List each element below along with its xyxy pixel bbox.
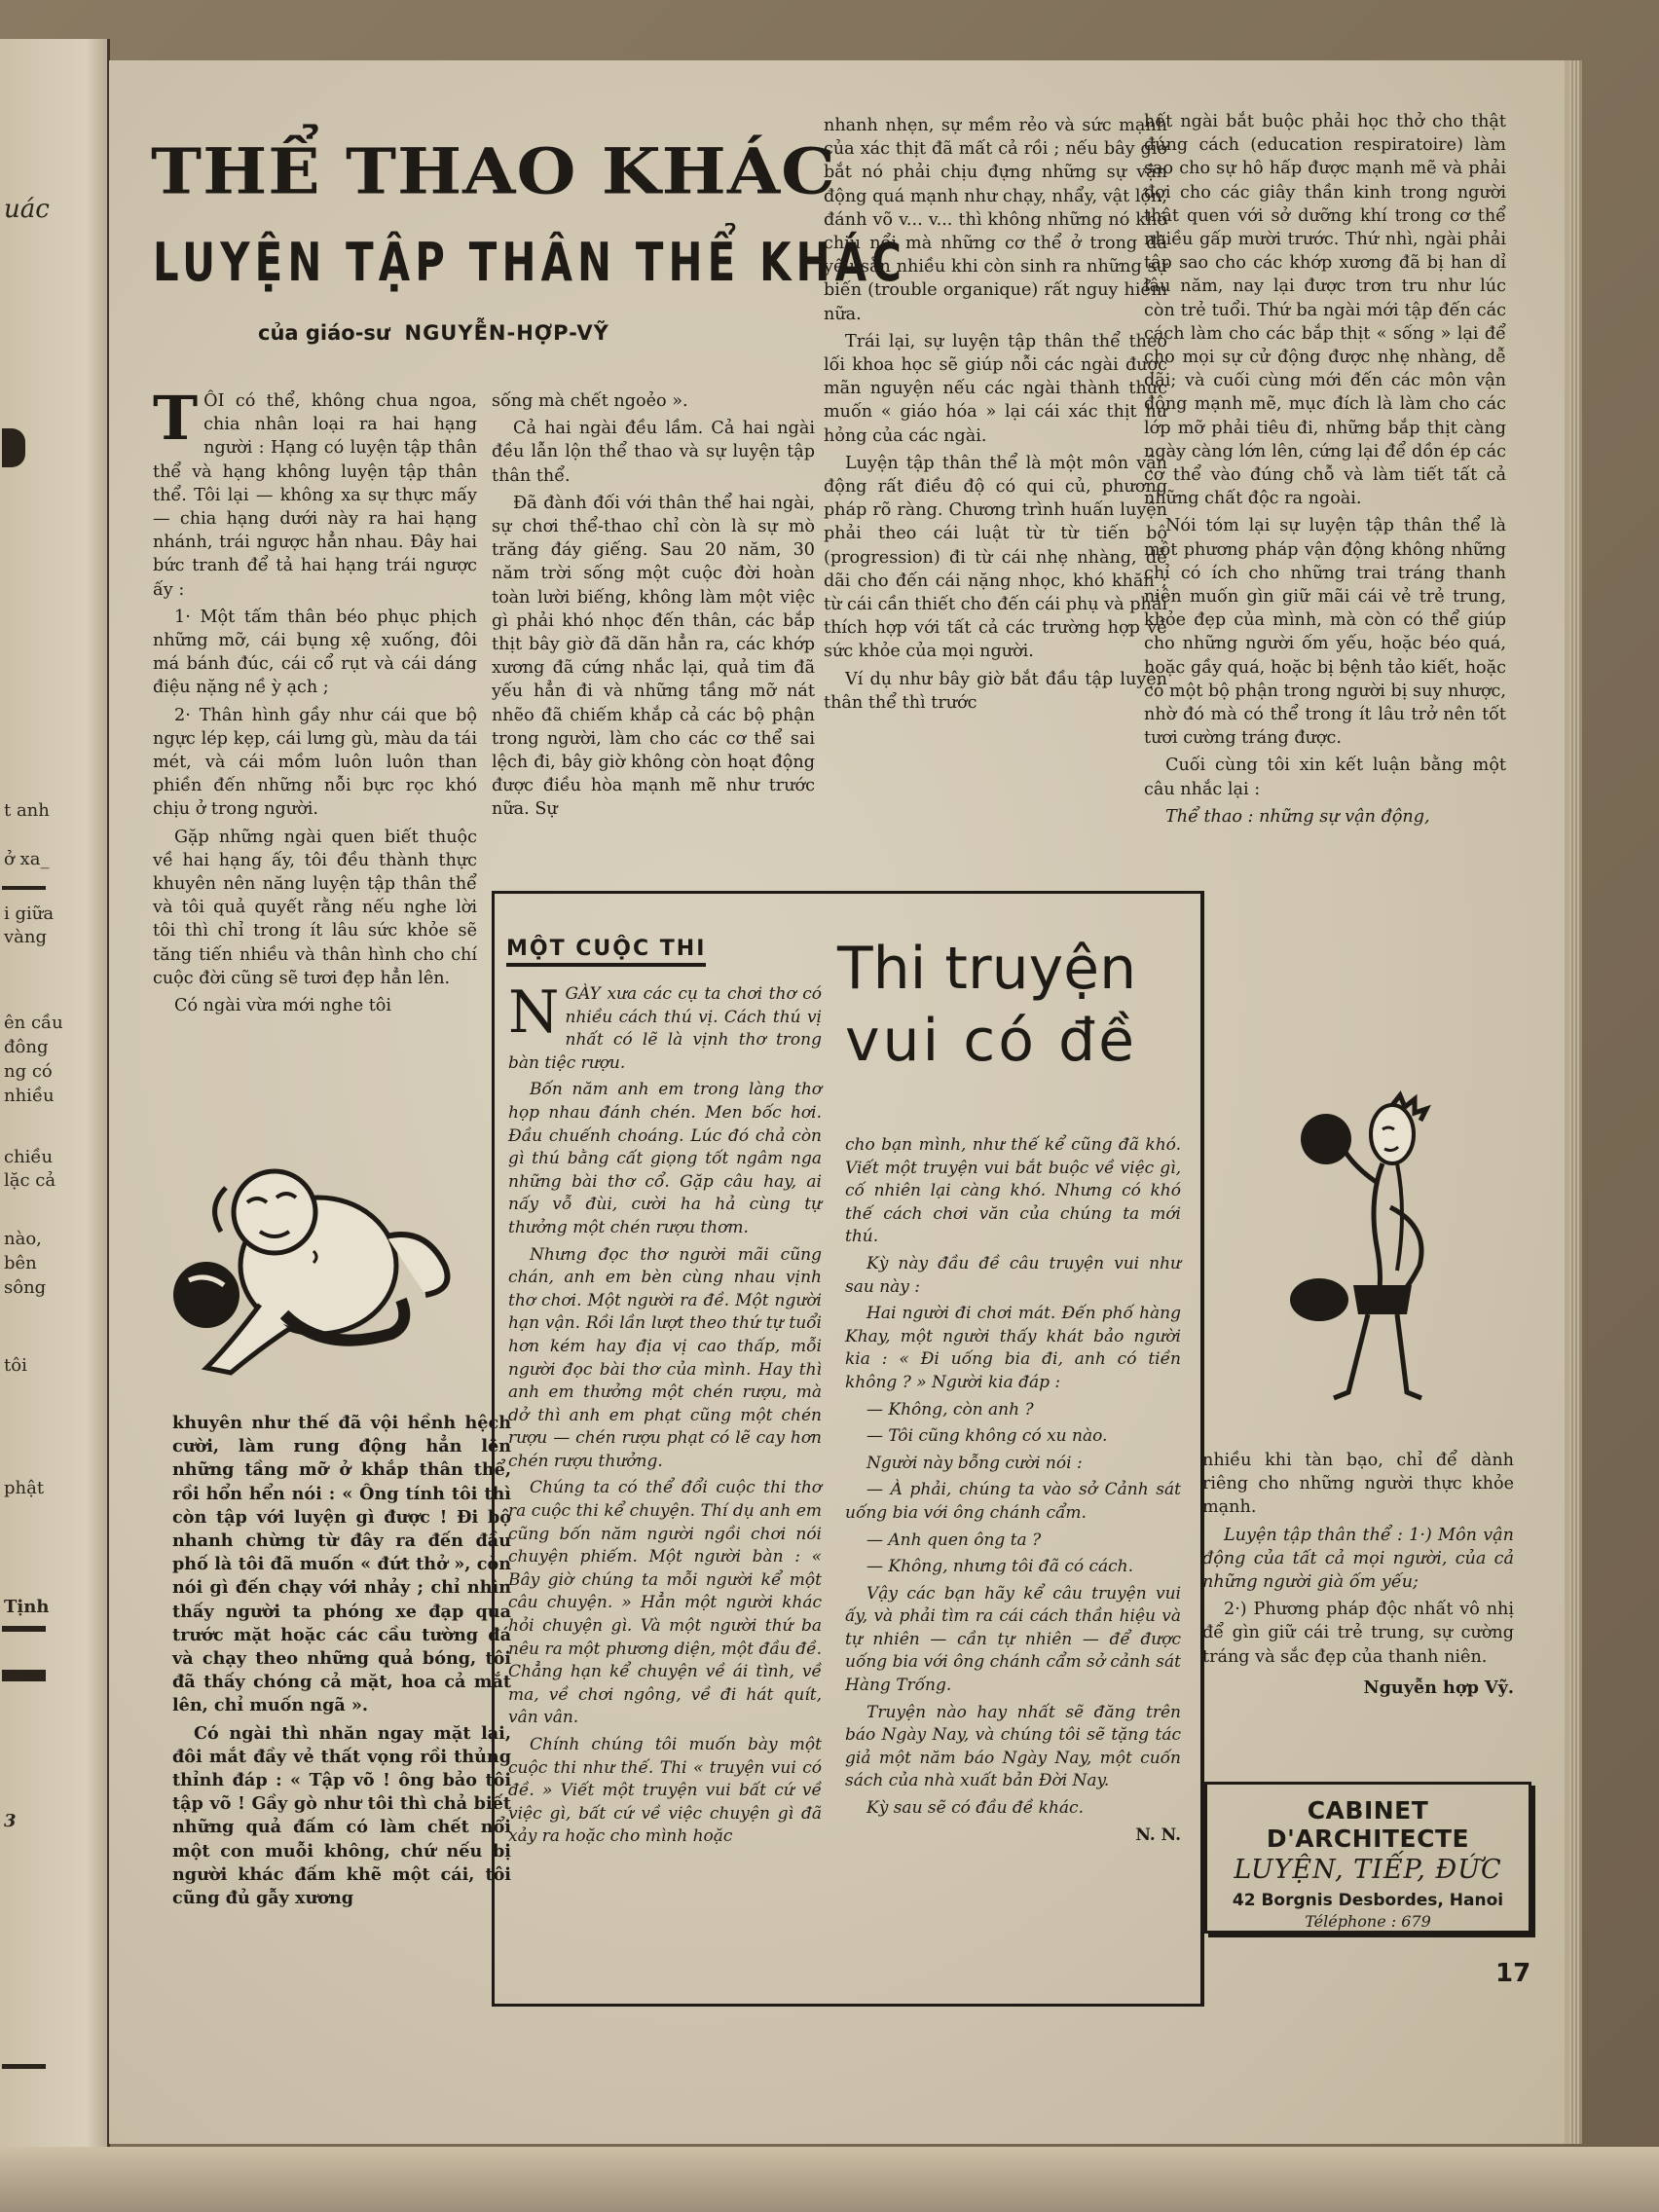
contest-signature: N. N.: [1135, 1825, 1181, 1845]
article-column-4-continued: [1202, 1449, 1514, 1704]
ad-names: LUYỆN, TIẾP, ĐỨC: [1234, 1855, 1502, 1885]
architect-advertisement: [1204, 1782, 1531, 1934]
paragraph: hết ngài bắt buộc phải học thở cho thật đúng cách (education respiratoire) làm sao cho sự hô hấp được mạnh mẽ và phải đợi cho các giây thần kinh trong người thật quen với sở dưỡng khí trong cơ thể nhiều gấp mười trước. Thứ nhì, ngài phải tập sao cho các khớp xương đã bị han dỉ lâu năm, nay lại được trơn tru như lúc còn trẻ tuổi. Thứ ba ngài mới tập đến các cách làm cho các bắp thịt « sống » lại để cho mọi sự cử động được nhẹ nhàng, dễ dãi; và cuối cùng mới đến các môn vận động mạnh mẽ, mục đích là làm cho các lớp mỡ phải tiêu đi, những bắp thịt càng ngày càng lớn lên, cứng lại để dồn ép các cơ thể vào đúng chỗ và làm tiết tất cả những chất độc ra ngoài.: [1144, 112, 1506, 509]
paragraph: 2·) Phương pháp độc nhất vô nhị để gìn giữ cái trẻ trung, sự cường tráng và sắc đẹp của thanh niên.: [1202, 1600, 1514, 1667]
paragraph: ÔI có thể, không chua ngoa, chia nhân loại ra hai hạng người : Hạng có luyện tập thân thể và hạng không luyện tập thân thể. Tôi lại — không xa sự thực mấy — chia hạng dưới này ra hai hạng nhánh, trái ngược hẳn nhau. Đây hai bức tranh để tả hai hạng trái ngược ấy :: [153, 391, 477, 600]
paragraph: — Tôi cũng không có xu nào.: [866, 1426, 1108, 1447]
left-fragment: nào,: [4, 1229, 42, 1249]
ad-heading: CABINET D'ARCHITECTE: [1266, 1796, 1470, 1853]
page-number: 17: [1495, 1959, 1531, 1988]
fat-man-cartoon: [167, 1159, 489, 1402]
paragraph: Luyện tập thân thể là một môn vận động rất điều độ có qui củ, phương pháp rõ ràng. Chương trình huấn luyện phải theo cái luật từ từ tiến bộ (progression) đi từ cái nhẹ nhàng, dễ dãi cho đến cái nặng nhọc, khó khăn ; từ cái cần thiết cho đến cái phụ và phải thích hợp với tất cả các trường hợp về sức khỏe của mọi người.: [824, 453, 1167, 662]
paragraph: — Anh quen ông ta ?: [866, 1530, 1042, 1550]
paragraph: nhanh nhẹn, sự mềm rẻo và sức mạnh của xác thịt đã mất cả rồi ; nếu bây giờ bắt nó phải chịu đựng những sự vận động quá mạnh như chạy, nhẩy, vật lộn, đánh võ v... v... thì không những nó khó chịu nổi mà những cơ thể ở trong đã yếu sẵn nhiều khi còn sinh ra những sự biến (trouble organique) rất nguy hiểm nữa.: [824, 116, 1167, 324]
paragraph: Thể thao : những sự vận động,: [1165, 806, 1430, 827]
paragraph: Có ngài thì nhăn ngay mặt lại, đôi mắt đầy vẻ thất vọng rồi thủng thỉnh đáp : « Tập võ ! ông bảo tôi tập võ ! Gầy gò như tôi thì chả biết những quả đấm có làm chết nổi một con muỗi không, chứ nếu bị người khác đấm khẽ một cái, tôi cũng đủ gẫy xương: [172, 1722, 511, 1909]
paragraph: Chính chúng tôi muốn bày một cuộc thi như thế. Thi « truyện vui có đề. » Viết một truyện vui bất cứ về việc gì, bất cứ về việc chuyện gì đã xảy ra hoặc cho mình hoặc: [508, 1735, 822, 1847]
left-fragment: vàng: [4, 927, 48, 947]
ad-address: 42 Borgnis Desbordes, Hanoi: [1232, 1891, 1504, 1910]
paragraph: Hai người đi chơi mát. Đến phố hàng Khay, một người thấy khát bảo người kia : « Đi uống bia đi, anh có tiền không ? » Người kia đáp :: [845, 1304, 1181, 1392]
contest-column-right: [845, 1134, 1181, 1851]
author-signature: Nguyễn hợp Vỹ.: [1363, 1677, 1514, 1698]
contest-headline-line1: Thi truyện: [837, 935, 1137, 1003]
paragraph: Có ngài vừa mới nghe tôi: [174, 996, 392, 1016]
paragraph: 2· Thân hình gầy như cái que bộ ngực lép kẹp, cái lưng gù, màu da tái mét, và cái mồm luôn luôn than phiền đến những nỗi bực rọc khó chịu ở trong người.: [153, 705, 477, 820]
left-fragment: 3: [4, 1811, 17, 1831]
contest-label: MỘT CUỘC THI: [506, 937, 706, 967]
left-fragment: tôi: [4, 1355, 27, 1376]
article-title: THỂ THAO KHÁC: [151, 134, 836, 209]
left-fragment: bên: [4, 1253, 37, 1273]
paragraph: Nói tóm lại sự luyện tập thân thể là một phương pháp vận động không những chỉ có ích cho những trai tráng thanh niên muốn gìn giữ mãi cái vẻ trẻ trung, khỏe đẹp của mình, mà còn có thể giúp cho những người ốm yếu, hoặc béo quá, hoặc gầy quá, hoặc bị bệnh tảo kiết, hoặc có một bộ phận trong người bị suy nhược, nhờ đó mà có thể trong ít lâu trở nên tốt tươi cường tráng được.: [1144, 516, 1506, 749]
article-column-2: [492, 389, 815, 826]
article-column-1: [153, 383, 477, 1021]
boxing-glove-icon: [173, 1262, 240, 1328]
article-column-1-continued: [172, 1412, 511, 1914]
contest-headline: [837, 933, 1137, 1077]
paragraph: — Không, nhưng tôi đã có cách.: [866, 1557, 1134, 1577]
boxing-glove-icon: [1301, 1114, 1351, 1164]
paragraph: — À phải, chúng ta vào sở Cảnh sát uống bia với ông chánh cẩm.: [845, 1480, 1181, 1523]
left-fragment: đông: [4, 1037, 49, 1057]
left-page-rule: [2, 886, 46, 890]
byline-author: NGUYỄN-HỢP-VỸ: [404, 321, 609, 345]
left-fragment: ở xa_: [4, 849, 50, 869]
left-fragment: ng có: [4, 1061, 53, 1082]
article-column-3: [824, 114, 1167, 719]
paragraph: Cả hai ngài đều lầm. Cả hai ngài đều lẫn lộn thể thao và sự luyện tập thân thể.: [492, 419, 815, 486]
paragraph: Bốn năm anh em trong làng thơ họp nhau đánh chén. Men bốc hơi. Đầu chuếnh choáng. Lúc đó chả còn gì thú bằng cất giọng tốt ngâm nga những bài thơ cổ. Gặp câu hay, ai nấy vỗ đùi, cười ha hả cùng tự thưởng một chén rượu thơm.: [508, 1080, 822, 1237]
paragraph: Trái lại, sự luyện tập thân thể theo lối khoa học sẽ giúp nỗi các ngài được mãn nguyện nếu các ngài thành thực muốn « giáo hóa » lại cái xác thịt hư hỏng của các ngài.: [824, 331, 1167, 446]
thin-man-cartoon: [1275, 1090, 1441, 1421]
article-subtitle: LUYỆN TẬP THÂN THỂ KHÁC: [153, 232, 907, 293]
cartoon-head: [234, 1171, 315, 1253]
paragraph: Chúng ta có thể đổi cuộc thi thơ ra cuộc thi kể chuyện. Thí dụ anh em cũng bốn năm người ngồi chơi nói chuyện phiếm. Một người bàn : « Bây giờ chúng ta mỗi người kể một câu chuyện. » Hẳn một người khác hỏi chuyện gì. Và một người thứ ba nêu ra một phương diện, một đầu đề. Chẳng hạn kể chuyện về ái tình, về ma, về chơi ngông, về đi hát quít, vân vân.: [508, 1478, 822, 1728]
boxing-glove-icon: [1290, 1278, 1348, 1321]
contest-headline-line2: vui có đề: [845, 1007, 1138, 1075]
contest-column-left: [508, 978, 822, 1853]
paragraph: — Không, còn anh ?: [866, 1399, 1034, 1419]
byline-prefix: của giáo-sư: [258, 321, 390, 345]
paragraph: Kỳ này đầu đề câu truyện vui như sau này :: [845, 1253, 1181, 1297]
left-fragment: phật: [4, 1478, 45, 1498]
left-fragment: Tịnh: [4, 1597, 50, 1617]
left-fragment: lặc cả: [4, 1170, 56, 1191]
left-fragment: i giữa: [4, 903, 55, 924]
paragraph: nhiều khi tàn bạo, chỉ để dành riêng cho những người thực khỏe mạnh.: [1202, 1451, 1514, 1518]
table-surface: [0, 2147, 1659, 2212]
paragraph: sống mà chết ngoẻo ».: [492, 391, 688, 411]
drop-cap: N: [508, 978, 560, 1047]
left-fragment: uác: [4, 195, 50, 224]
left-fragment: sông: [4, 1277, 47, 1298]
cartoon-head: [1371, 1105, 1414, 1163]
byline: [258, 321, 609, 345]
left-fragment: t anh: [4, 800, 50, 821]
paragraph: Vậy các bạn hãy kể câu truyện vui ấy, và phải tìm ra cái cách thần hiệu và tự nhiên — cần tự nhiên — để được uống bia với ông chánh cẩm sở cảnh sát Hàng Trống.: [845, 1583, 1181, 1696]
paragraph: khuyên như thế đã vội hềnh hệch cười, làm rung động hẳn lên những tầng mỡ ở khắp thân thể, rồi hổn hển nói : « Ông tính tôi thì còn tập với luyện gì được ! Đi bộ nhanh chừng từ đây ra đến đầu phố là tôi đã muốn « đứt thở », còn nói gì đến chạy với nhảy ; chỉ nhìn thấy người ta phóng xe đạp qua trước mặt hoặc các cầu tường đá và chạy theo những quả bóng, tôi đã thấy chóng cả mặt, hoa cả mắt lên, chỉ muốn ngã ».: [172, 1413, 511, 1716]
left-page-ornament: [2, 428, 25, 467]
article-column-4: [1144, 110, 1506, 832]
paragraph: Người này bỗng cười nói :: [866, 1453, 1083, 1473]
paragraph: Ví dụ như bây giờ bắt đầu tập luyện thân thể thì trước: [824, 669, 1167, 713]
left-page-rule: [2, 1670, 46, 1681]
page-stack-edge: [1569, 60, 1579, 2144]
left-fragment: ên cầu: [4, 1013, 63, 1033]
paragraph: Nhưng đọc thơ người mãi cũng chán, anh em bèn cùng nhau vịnh thơ chơi. Một người ra đề. Một người hạn vận. Rồi lần lượt theo thứ tự tuổi hơn kém hay địa vị cao thấp, mỗi người đọc bài thơ của mình. Hay thì anh em thưởng một chén rượu, mà dở thì anh em phạt cũng một chén rượu — chén rượu phạt có lẽ cay hơn chén rượu thưởng.: [508, 1244, 822, 1471]
paragraph: Luyện tập thân thể : 1·) Môn vận động của tất cả mọi người, của cả những người già ốm yếu;: [1202, 1525, 1514, 1593]
ad-telephone: Téléphone : 679: [1305, 1912, 1431, 1931]
paragraph: Gặp những ngài quen biết thuộc về hai hạng ấy, tôi đều thành thực khuyên nên năng luyện tập thân thể và tôi quả quyết rằng nếu nghe lời tôi thì chỉ trong ít lâu sức khỏe sẽ tăng tiến nhiều và thân hình cho chí cuộc đời cũng sẽ tươi đẹp hẳn lên.: [153, 827, 477, 988]
paragraph: GÀY xưa các cụ ta chơi thơ có nhiều cách thú vị. Cách thú vị nhất có lẽ là vịnh thơ trong bàn tiệc rượu.: [508, 984, 822, 1073]
left-page-edge: [0, 39, 110, 2161]
paragraph: 1· Một tấm thân béo phục phịch những mỡ, cái bụng xệ xuống, đôi má bánh đúc, cái cổ rụt và cái dáng điệu nặng nề ỳ ạch ;: [153, 607, 477, 698]
left-page-rule: [2, 1626, 46, 1632]
paragraph: cho bạn mình, như thế kể cũng đã khó. Viết một truyện vui bắt buộc về việc gì, cố nhiên lại càng khó. Nhưng có khó thế cách chơi văn của chúng ta mới thú.: [845, 1135, 1181, 1247]
paragraph: Đã đành đối với thân thể hai ngài, sự chơi thể-thao chỉ còn là sự mò trăng đáy giếng. Sau 20 năm, 30 năm trời sống một cuộc đời hoàn toàn lười biếng, không làm một việc gì phải khó nhọc đến thân, các bắp thịt bây giờ đã dãn hẳn ra, các khớp xương đã cứng nhắc lại, quả tim đã yếu hẳn đi và những tầng mỡ nát nhẽo đã chiếm khắp cả các bộ phận trong người, làm cho các cơ thể sai lệch đi, bây giờ không còn hoạt động được điều hòa mạnh mẽ như trước nữa. Sự: [492, 493, 815, 820]
left-page-rule: [2, 2064, 46, 2069]
paragraph: Kỳ sau sẽ có đầu đề khác.: [866, 1798, 1084, 1819]
left-fragment: nhiều: [4, 1086, 55, 1106]
left-fragment: chiều: [4, 1147, 54, 1167]
paragraph: Truyện nào hay nhất sẽ đăng trên báo Ngày Nay, và chúng tôi sẽ tặng tác giả một năm báo Ngày Nay, một cuốn sách của nhà xuất bản Đời Nay.: [845, 1702, 1181, 1791]
drop-cap: T: [153, 383, 199, 454]
paragraph: Cuối cùng tôi xin kết luận bằng một câu nhắc lại :: [1144, 756, 1506, 799]
